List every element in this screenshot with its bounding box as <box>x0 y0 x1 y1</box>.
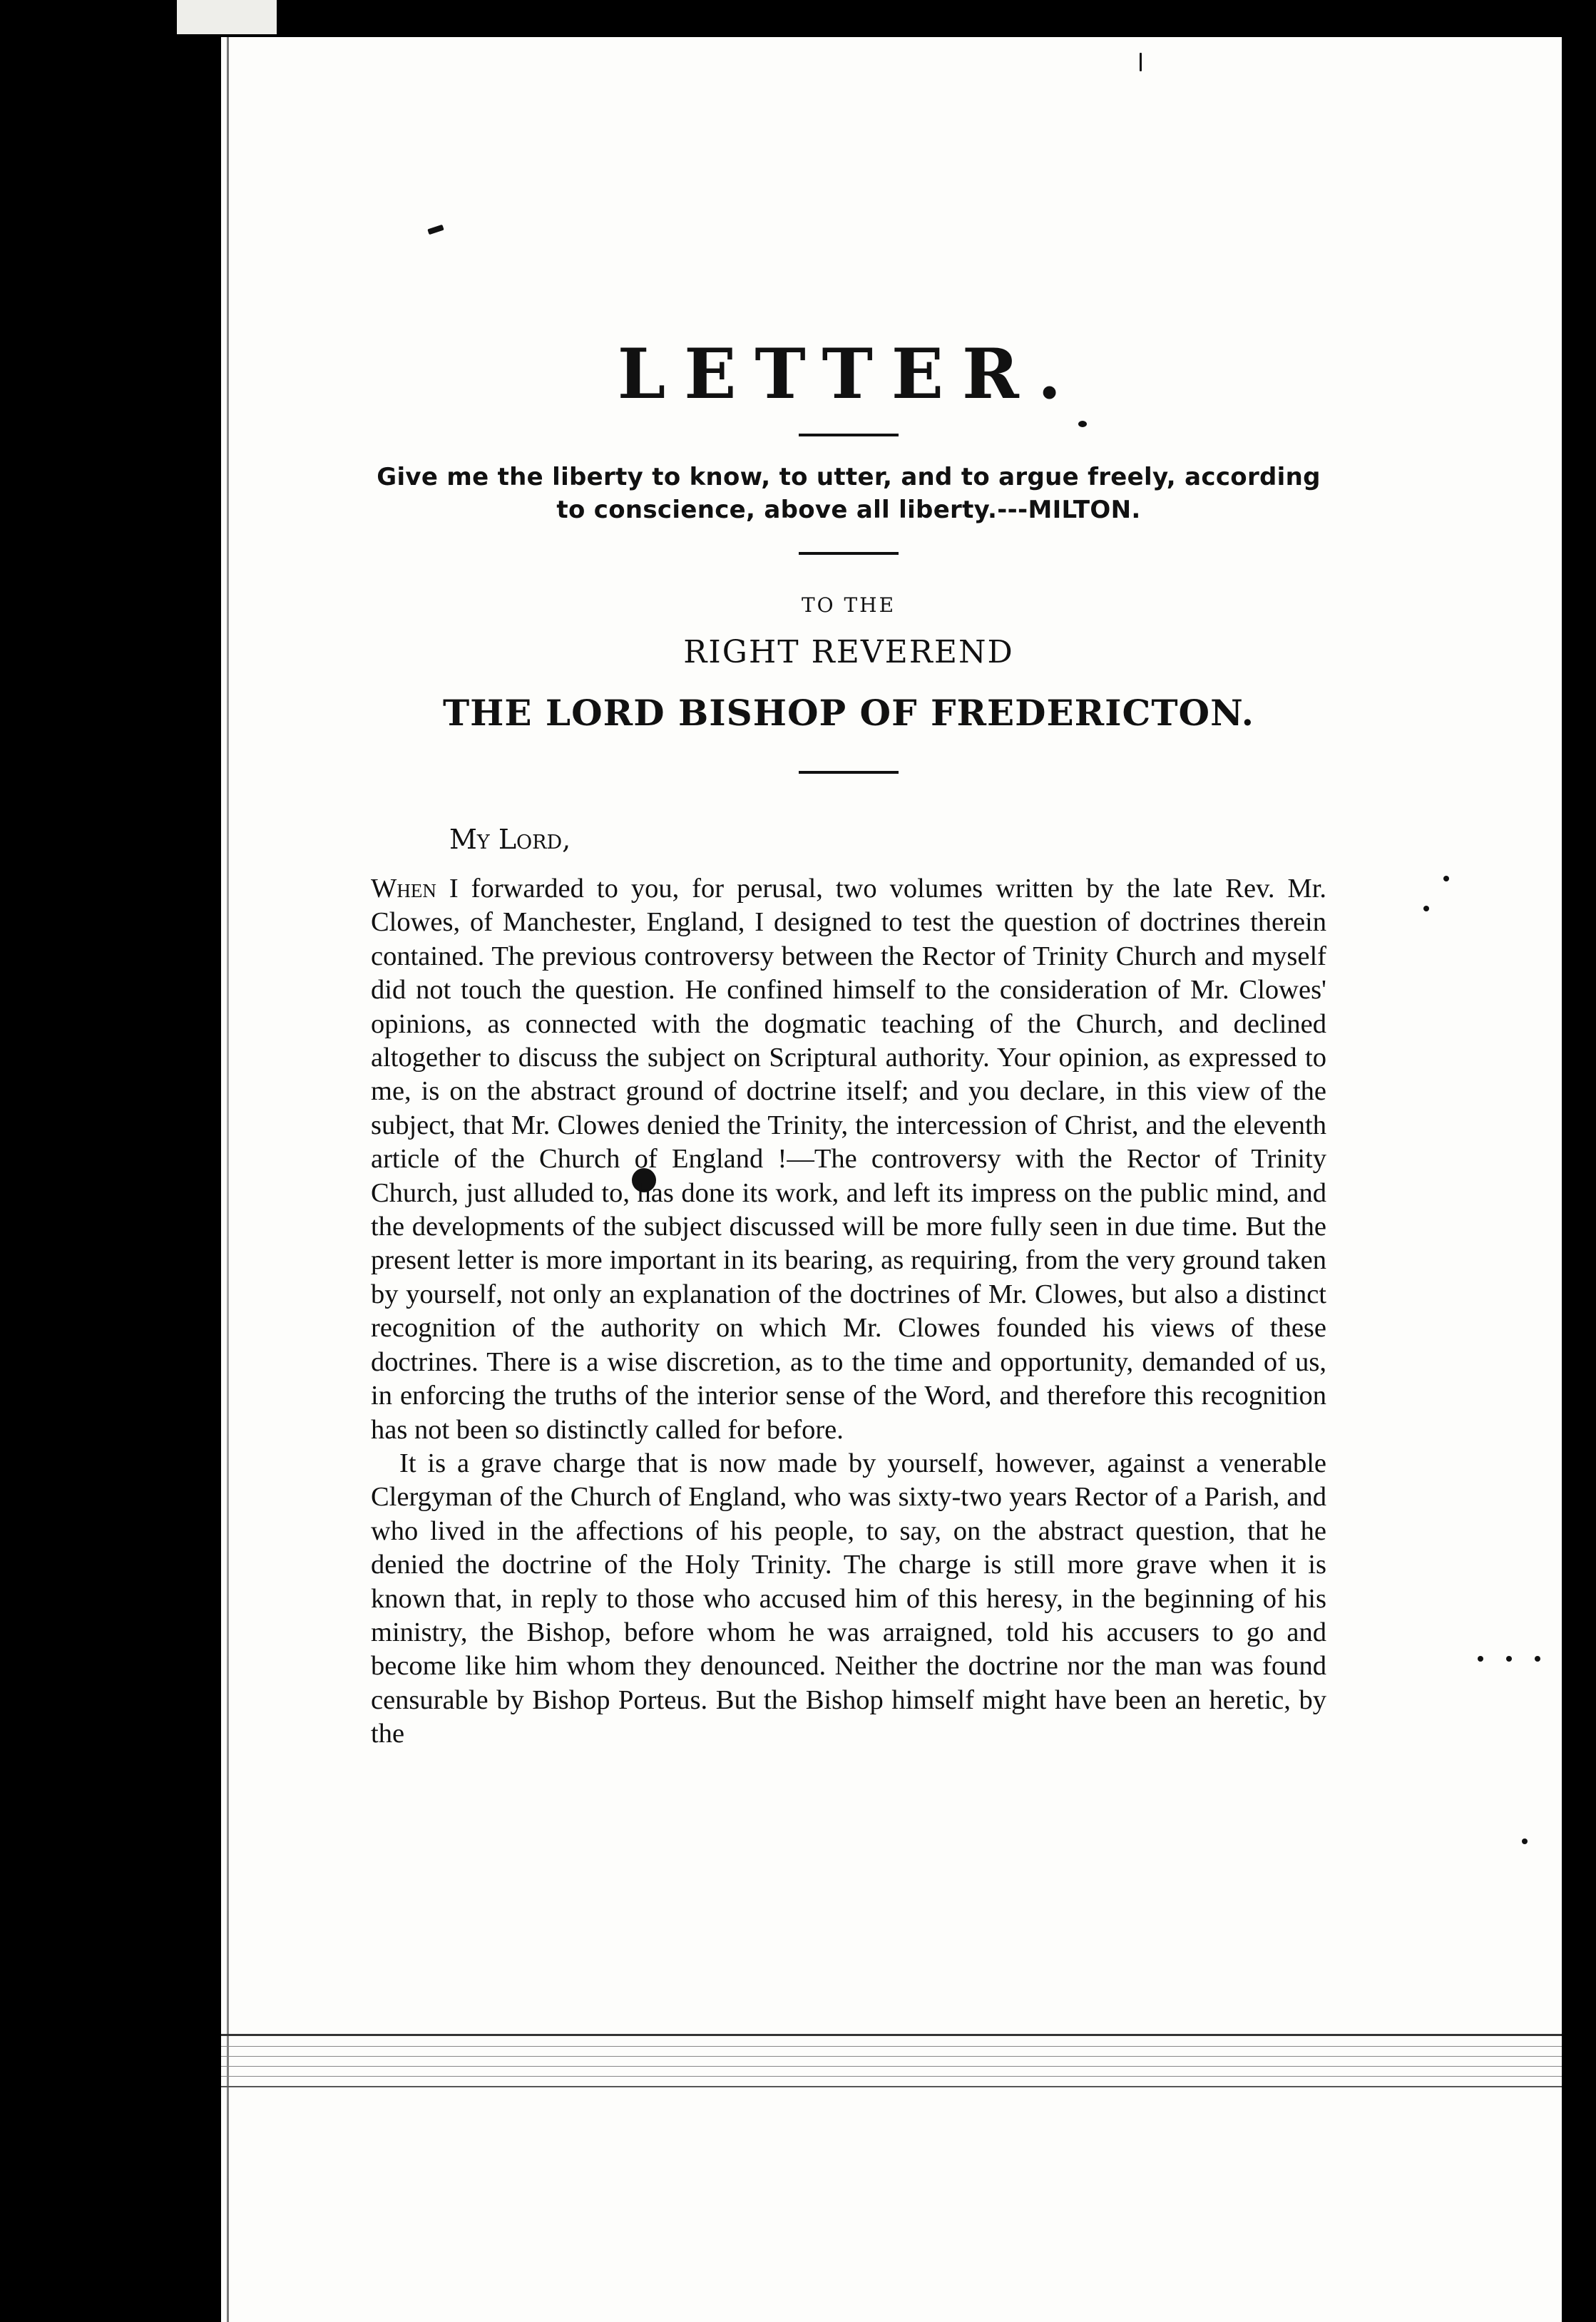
epigraph <box>371 461 1326 526</box>
address-right-reverend: RIGHT REVEREND <box>683 634 1014 670</box>
paragraph-lead-word: When <box>371 874 436 904</box>
salutation: My Lord, <box>449 824 571 855</box>
body-paragraph-2: It is a grave charge that is now made by yourself, however, against a venerable Clergyman of the Church of England, who was sixty-two years Rector of a Parish, and who lived in the affections of his people, to say, on the abstract question, that he denied the doctrine of the Holy Trinity. The charge is still more grave when it is known that, in reply to those who accused him of this heresy, in the beginning of his ministry, the Bishop, before whom he was arraigned, told his accusers to go and become like him whom they denounced. Neither the doctrine nor the man was found censurable by Bishop Porteus. But the Bishop himself might have been an heretic, by the <box>371 1448 1326 1749</box>
address-to-the: TO THE <box>801 593 896 617</box>
binding-gutter-line <box>227 37 229 2322</box>
letter-content <box>371 314 1326 1751</box>
letter-body <box>371 872 1326 1751</box>
scan-crease-band <box>221 2034 1562 2087</box>
title-rule <box>799 434 899 436</box>
paragraph-1-text: I forwarded to you, for perusal, two volumes written by the late Rev. Mr. Clowes, of Manchester, England, I designed to test the question of doctrines therein contained. The previous controversy between the Rector of Trinity Church and myself did not touch the question. He confined himself to the consideration of Mr. Clowes' opinions, as connected with the dogmatic teaching of the Church, and declined altogether to discuss the subject on Scriptural authority. Your opinion, as expressed to me, is on the abstract ground of doctrine itself; and you declare, in this view of the subject, that Mr. Clowes denied the Trinity, the intercession of Christ, and the eleventh article of the Church of England !—The controversy with the Rector of Trinity Church, just alluded to, has done its work, and left its impress on the public mind, and the developments of the subject discussed will be more fully seen in due time. But the present letter is more important in its bearing, as requiring, from the very ground taken by yourself, not only an explanation of the doctrines of Mr. Clowes, but also a distinct recognition of the authority on which Mr. Clowes founded his views of these doctrines. There is a wise discretion, as to the time and opportunity, demanded of us, in enforcing the truths of the interior sense of the Word, and therefore this recognition has not been so distinctly called for before. <box>371 874 1327 1445</box>
scan-top-tab <box>177 0 277 34</box>
address-rule <box>799 771 899 774</box>
body-paragraph-1 <box>371 872 1326 1447</box>
epigraph-line-2: to conscience, above all liberty.---MILTON. <box>556 496 1141 524</box>
epigraph-rule <box>799 552 899 555</box>
page-title: LETTER. <box>617 334 1080 414</box>
epigraph-line-1: Give me the liberty to know, to utter, and to argue freely, according <box>377 463 1321 491</box>
address-recipient: THE LORD BISHOP OF FREDERICTON. <box>442 692 1255 734</box>
